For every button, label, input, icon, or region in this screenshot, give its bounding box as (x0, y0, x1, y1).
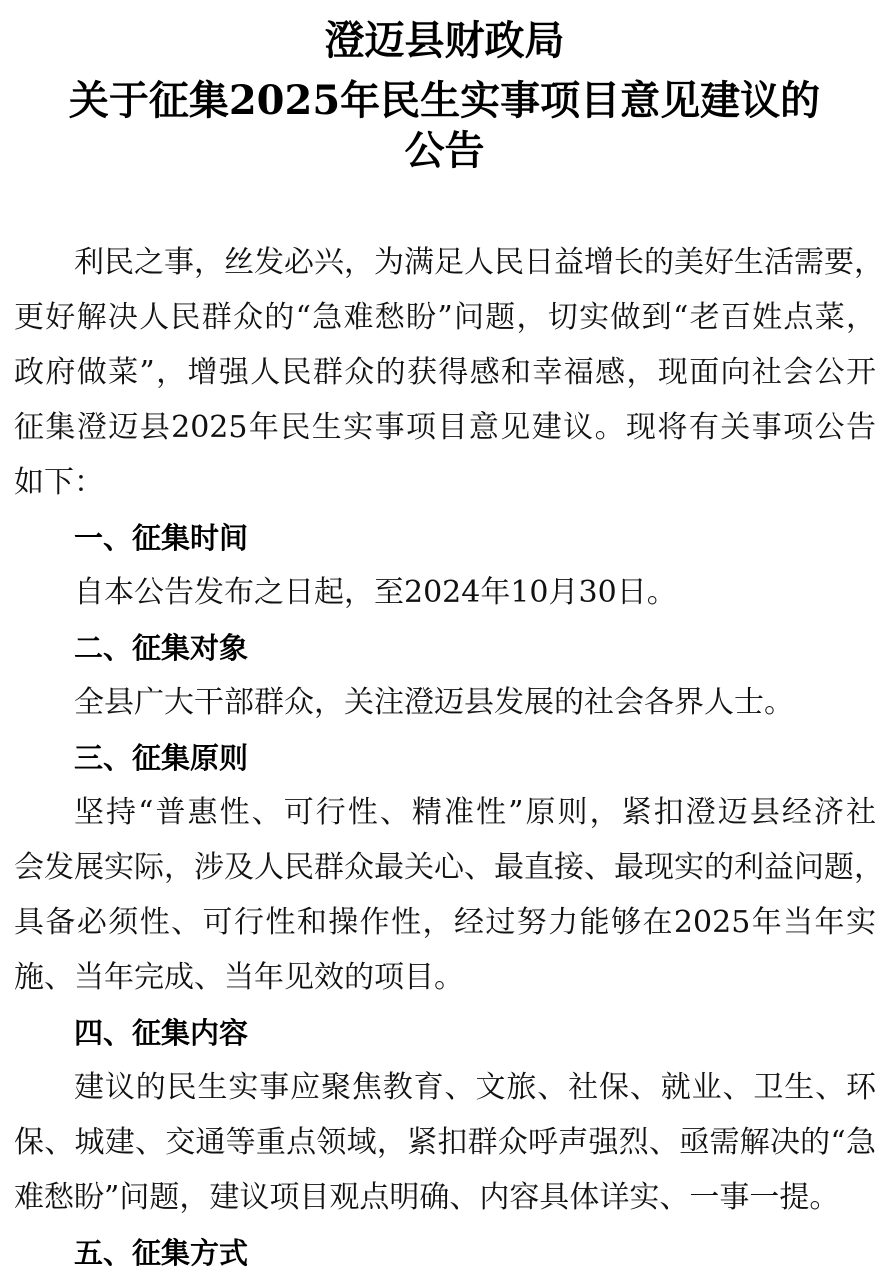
intro-line-1: 利民之事，丝发必兴，为满足人民日益增长的美好生活需要， (74, 245, 884, 280)
section-heading-target: 二、征集对象 (74, 631, 249, 665)
section-heading-method: 五、征集方式 (74, 1236, 249, 1270)
section-principle-line-4: 施、当年完成、当年见效的项目。 (14, 960, 464, 995)
section-heading-content: 四、征集内容 (74, 1016, 249, 1050)
intro-line-2: 更好解决人民群众的“急难愁盼”问题，切实做到“老百姓点菜， (14, 300, 876, 335)
intro-line-5: 如下： (14, 465, 104, 500)
section-heading-principle: 三、征集原则 (74, 741, 249, 775)
section-principle-line-3: 具备必须性、可行性和操作性，经过努力能够在2025年当年实 (14, 905, 876, 940)
section-heading-time: 一、征集时间 (74, 521, 249, 555)
section-content-line-1: 建议的民生实事应聚焦教育、文旅、社保、就业、卫生、环 (74, 1070, 876, 1105)
intro-line-4: 征集澄迈县2025年民生实事项目意见建议。现将有关事项公告 (14, 410, 876, 445)
section-content-line-3: 难愁盼”问题，建议项目观点明确、内容具体详实、一事一提。 (14, 1180, 840, 1215)
section-content-line-2: 保、城建、交通等重点领域，紧扣群众呼声强烈、亟需解决的“急 (14, 1125, 876, 1160)
document-title-line-3: 公告 (404, 127, 485, 174)
section-time-line-1: 自本公告发布之日起，至2024年10月30日。 (74, 575, 677, 610)
section-principle-line-1: 坚持“普惠性、可行性、精准性”原则，紧扣澄迈县经济社 (74, 795, 876, 830)
intro-line-3: 政府做菜”，增强人民群众的获得感和幸福感，现面向社会公开 (14, 355, 876, 390)
section-target-line-1: 全县广大干部群众，关注澄迈县发展的社会各界人士。 (74, 685, 794, 720)
document-title-line-1: 澄迈县财政局 (324, 17, 565, 64)
section-principle-line-2: 会发展实际，涉及人民群众最关心、最直接、最现实的利益问题， (14, 850, 884, 885)
document-title-line-2: 关于征集2025年民生实事项目意见建议的 (68, 77, 821, 124)
